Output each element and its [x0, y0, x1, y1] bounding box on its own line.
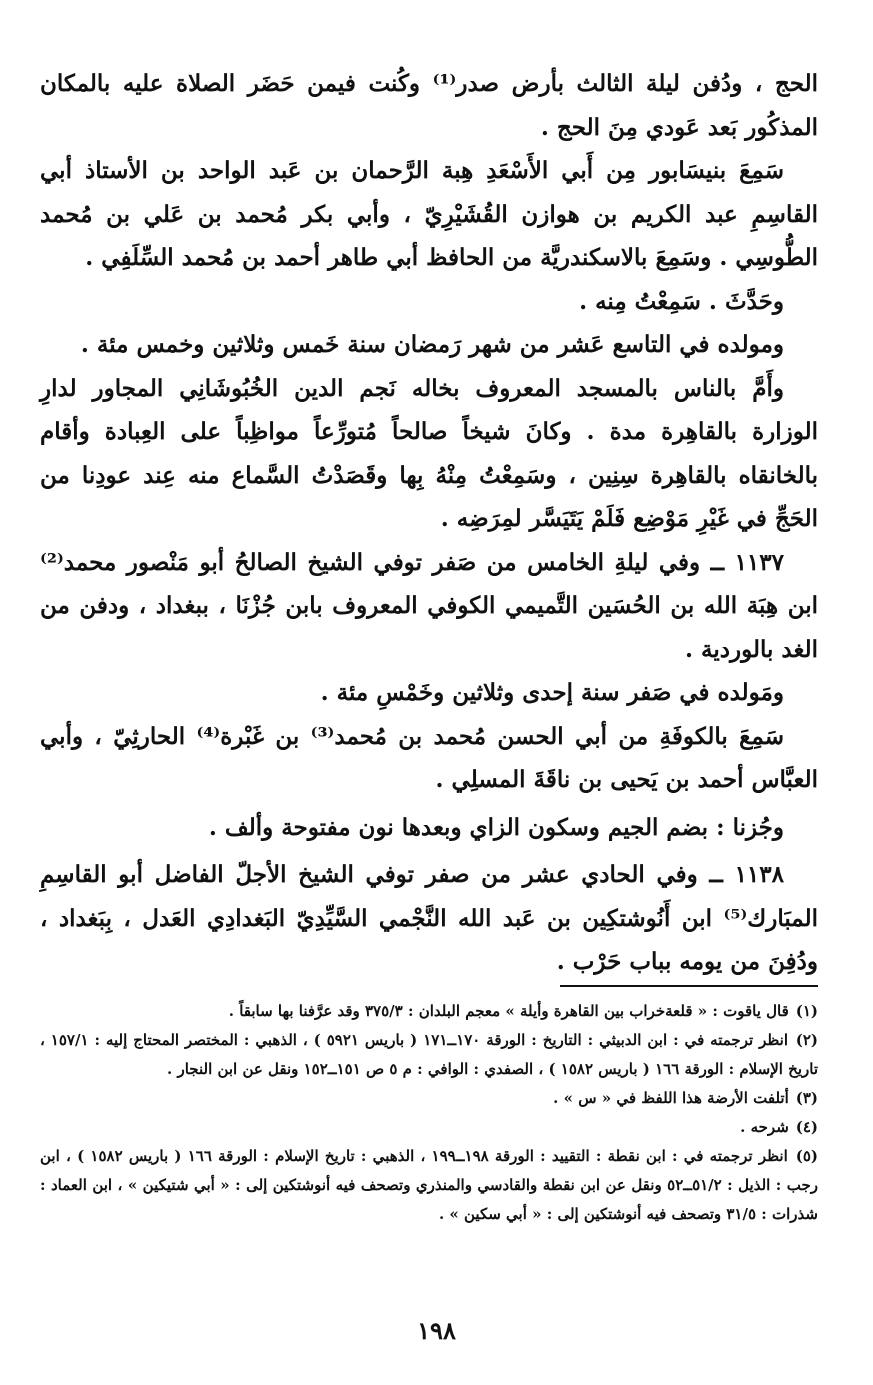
page-body	[40, 62, 818, 984]
footnote-number: (٣)	[795, 1089, 818, 1107]
paragraph: وأَمَّ بالناس بالمسجد المعروف بخاله نَجم الدين الخُبُوشَانِي المجاور لدارِ الوزارة بالقاهِرة مدة . وكانَ شيخاً صالحاً مُتورِّعاً مواظِباً على العِبادة وأقام بالخانقاه بالقاهِرة سِنِين ، وسَمِعْتُ مِنْهُ بِها وقَصَدْتُ السَّماع منه عِند عودِنا من الحَجِّ في غَيْرِ مَوْضِع فَلَمْ يَتَيَسَّر لمِرَضِه .	[40, 374, 818, 532]
footnote	[40, 1142, 818, 1229]
paragraph: ومولده في التاسع عَشر من شهر رَمضان سنة خَمس وثلاثين وخمس مئة .	[80, 331, 784, 358]
main-text	[40, 62, 818, 984]
footnote-text: انظر ترجمته في : ابن الدبيثي : التاريخ : الورقة ١٧٠ــ١٧١ ( باريس ٥٩٢١ ) ، الذهبي : المختصر المحتاج إليه : ١٥٧/١ ، تاريخ الإسلام : الورقة ١٦٦ ( باريس ١٥٨٢ ) ، الصفدي : الوافي : م ٥ ص ١٥١ــ١٥٢ ونقل عن ابن النجار .	[40, 1031, 818, 1078]
paragraph: وحَدَّثَ . سَمِعْتُ مِنه .	[579, 287, 784, 315]
footnote	[40, 1026, 818, 1084]
paragraph: ومَولده في صَفر سنة إحدى وثلاثين وخَمْسِ مئة .	[320, 679, 784, 706]
footnote-number: (٥)	[795, 1147, 818, 1165]
paragraph: سَمِعَ بالكوفَةِ من أبي الحسن مُحمد بن مُحمد⁽³⁾ بن غَبْرة⁽⁴⁾ الحارثِيّ ، وأبي العبَّاس أحمد بن يَحيى بن ناقَةَ المسلِي .	[40, 722, 818, 793]
footnote	[40, 1084, 818, 1113]
footnote	[40, 1113, 818, 1142]
footnote-number: (٢)	[795, 1031, 818, 1049]
footnote	[40, 997, 818, 1026]
paragraph: الحج ، ودُفن ليلة الثالث بأرض صدر⁽¹⁾ وكُنت فيمن حَضَر الصلاة عليه بالمكان المذكُور بَعد عَودي مِنَ الحج .	[40, 70, 818, 141]
footnote-text: شرحه .	[740, 1118, 789, 1136]
footnote-text: أتلفت الأرضة هذا اللفظ في « س » .	[553, 1089, 789, 1107]
footnote-number: (٤)	[795, 1118, 818, 1136]
paragraph: سَمِعَ بنيسَابور مِن أَبي الأَسْعَدِ هِبة الرَّحمان بن عَبد الواحد بن الأستاذ أبي القاسِمِ عبد الكريم بن هوازن القُشَيْرِيّ ، وأبي بكر مُحمد بن عَلي بن مُحمد الطُّوسِي . وسَمِعَ بالاسكندريَّة من الحافظ أبي طاهر أحمد بن مُحمد السِّلَفِي .	[40, 157, 818, 271]
footnote-separator	[560, 985, 818, 987]
footnote-text: انظر ترجمته في : ابن نقطة : التقييد : الورقة ١٩٨ــ١٩٩ ، الذهبي : تاريخ الإسلام : الورقة ١٦٦ ( باريس ١٥٨٢ ) ، ابن رجب : الذيل : ٥١/٢ــ٥٢ ونقل عن ابن نقطة والقادسي والمنذري وتصحف فيه أنوشتكين إلى : « أبي شتيكين » ، ابن العماد : شذرات : ٣١/٥ وتصحف فيه أنوشتكين إلى : « أبي سكين » .	[40, 1147, 818, 1223]
entry-paragraph: ١١٣٧ ــ وفي ليلةِ الخامس من صَفر توفي الشيخ الصالحُ أبو مَنْصور محمد⁽²⁾ ابن هِبَة الله بن الحُسَين التَّميمي الكوفي المعروف بابن جُزْنَا ، ببغداد ، ودفن من الغد بالوردية .	[40, 548, 818, 663]
entry-paragraph: ١١٣٨ ــ وفي الحادي عشر من صفر توفي الشيخ الأجلّ الفاضل أبو القاسِمِ المبَارك⁽⁵⁾ ابن أَنُوشتكِين بن عَبد الله النَّجْمي السَّيِّدِيّ البَغدادِي العَدل ، بِبَغداد ، ودُفِنَ من يومه بباب حَرْب .	[40, 861, 818, 975]
page-number: ١٩٨	[417, 1316, 456, 1345]
footnotes	[40, 997, 818, 1229]
footnote-text: قال ياقوت : « قلعةخراب بين القاهرة وأيلة » معجم البلدان : ٣٧٥/٣ وقد عرَّفنا بها سابقاً .	[228, 1002, 789, 1020]
paragraph: وجُزنا : بضم الجيم وسكون الزاي وبعدها نون مفتوحة وألف .	[208, 813, 784, 841]
footnote-number: (١)	[795, 1002, 818, 1020]
